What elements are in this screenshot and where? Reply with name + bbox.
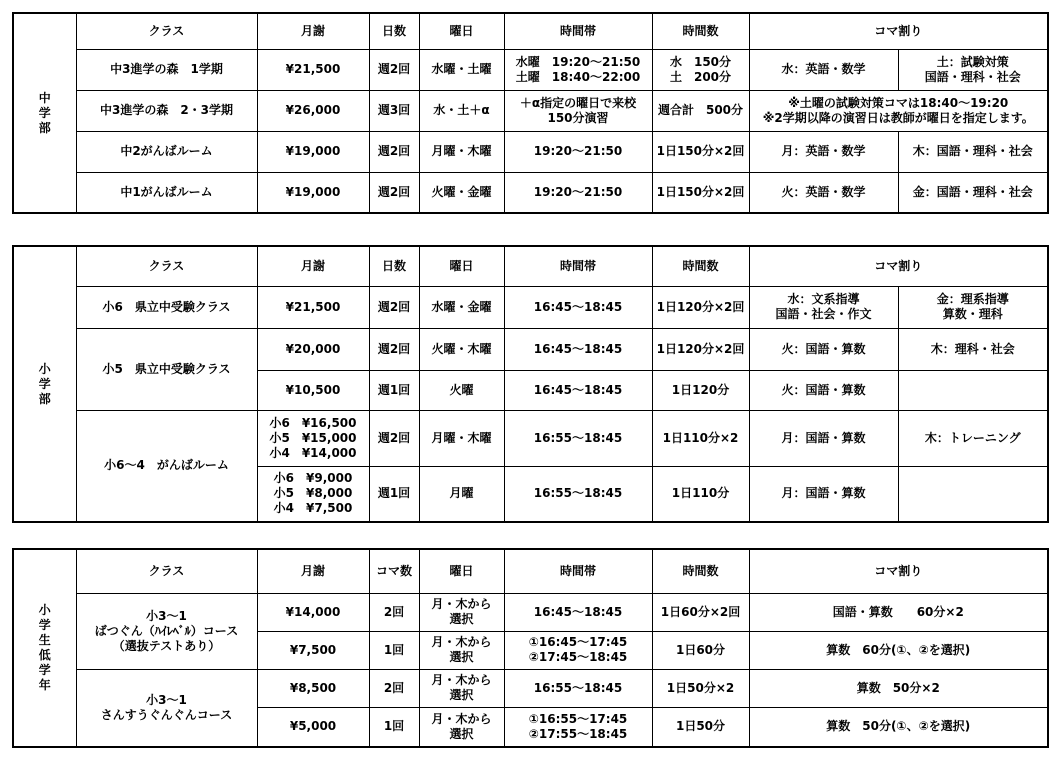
days: 週1回 (369, 370, 419, 410)
header-time: 時間帯 (504, 246, 652, 286)
days: 週2回 (369, 49, 419, 90)
header-class: クラス (76, 549, 257, 593)
time-slot: ①16:45〜17:45 ②17:45〜18:45 (504, 631, 652, 669)
class-name: 中1がんばルーム (76, 172, 257, 213)
weekday: 水・土＋α (419, 90, 504, 131)
fee: ¥19,000 (257, 131, 369, 172)
hours: 1日60分×2回 (652, 593, 749, 631)
class-name: 小6 県立中受験クラス (76, 286, 257, 328)
koma-count: 2回 (369, 669, 419, 707)
header-hours: 時間数 (652, 246, 749, 286)
hours: 1日50分×2 (652, 669, 749, 707)
fee: ¥26,000 (257, 90, 369, 131)
fee: ¥5,000 (257, 707, 369, 747)
koma-2 (898, 466, 1048, 522)
fee: ¥10,500 (257, 370, 369, 410)
elementary-table (12, 245, 1049, 523)
weekday: 月・木から 選択 (419, 631, 504, 669)
koma-2: 金：理系指導 算数・理科 (898, 286, 1048, 328)
table-row (13, 593, 1048, 631)
time-slot: 16:45〜18:45 (504, 286, 652, 328)
koma: 算数 50分×2 (749, 669, 1048, 707)
fee: ¥19,000 (257, 172, 369, 213)
weekday: 月曜・木曜 (419, 131, 504, 172)
time-slot: 16:55〜18:45 (504, 410, 652, 466)
koma-2: 木：国語・理科・社会 (898, 131, 1048, 172)
section-label-elementary: 小 学 部 (13, 246, 76, 522)
koma-2 (898, 370, 1048, 410)
header-hours: 時間数 (652, 549, 749, 593)
time-slot: 16:55〜18:45 (504, 669, 652, 707)
hours: 1日120分×2回 (652, 328, 749, 370)
koma-1: 火：国語・算数 (749, 370, 898, 410)
time-slot: 16:45〜18:45 (504, 370, 652, 410)
header-weekday: 曜日 (419, 549, 504, 593)
note: ※土曜の試験対策コマは18:40〜19:20 ※2学期以降の演習日は教師が曜日を指定します。 (749, 90, 1048, 131)
table-row (13, 669, 1048, 707)
weekday: 月・木から 選択 (419, 593, 504, 631)
days: 週2回 (369, 172, 419, 213)
hours: 1日110分 (652, 466, 749, 522)
koma-1: 火：国語・算数 (749, 328, 898, 370)
hours: 1日60分 (652, 631, 749, 669)
section-label-lower: 小 学 生 低 学 年 (13, 549, 76, 747)
koma: 算数 50分(①、②を選択) (749, 707, 1048, 747)
table-row (13, 410, 1048, 466)
weekday: 水曜・土曜 (419, 49, 504, 90)
table-row (13, 49, 1048, 90)
class-name: 小6〜4 がんばルーム (76, 410, 257, 522)
weekday: 月・木から 選択 (419, 669, 504, 707)
class-name: 小5 県立中受験クラス (76, 328, 257, 410)
koma-1: 水：文系指導 国語・社会・作文 (749, 286, 898, 328)
header-time: 時間帯 (504, 13, 652, 49)
hours: 1日110分×2 (652, 410, 749, 466)
header-koma: コマ割り (749, 246, 1048, 286)
koma-2: 土：試験対策 国語・理科・社会 (898, 49, 1048, 90)
fee: ¥7,500 (257, 631, 369, 669)
class-name: 小3〜1 ばつぐん（ﾊｲﾚﾍﾞﾙ）コース （選抜テストあり） (76, 593, 257, 669)
fee: ¥20,000 (257, 328, 369, 370)
koma: 国語・算数 60分×2 (749, 593, 1048, 631)
table-row (13, 131, 1048, 172)
time-slot: 19:20〜21:50 (504, 172, 652, 213)
weekday: 月曜 (419, 466, 504, 522)
weekday: 火曜・金曜 (419, 172, 504, 213)
header-class: クラス (76, 13, 257, 49)
weekday: 火曜 (419, 370, 504, 410)
koma-2: 金：国語・理科・社会 (898, 172, 1048, 213)
fee: ¥21,500 (257, 286, 369, 328)
koma-1: 火：英語・数学 (749, 172, 898, 213)
time-slot: ①16:55〜17:45 ②17:55〜18:45 (504, 707, 652, 747)
hours: 1日150分×2回 (652, 172, 749, 213)
weekday: 月・木から 選択 (419, 707, 504, 747)
class-name: 小3〜1 さんすうぐんぐんコース (76, 669, 257, 747)
header-fee: 月謝 (257, 13, 369, 49)
table-row (13, 286, 1048, 328)
time-slot: ＋α指定の曜日で来校 150分演習 (504, 90, 652, 131)
header-fee: 月謝 (257, 246, 369, 286)
hours: 1日120分×2回 (652, 286, 749, 328)
weekday: 水曜・金曜 (419, 286, 504, 328)
class-name: 中2がんばルーム (76, 131, 257, 172)
header-weekday: 曜日 (419, 13, 504, 49)
koma-count: 2回 (369, 593, 419, 631)
time-slot: 16:45〜18:45 (504, 328, 652, 370)
section-label-junior: 中 学 部 (13, 13, 76, 213)
time-slot: 19:20〜21:50 (504, 131, 652, 172)
koma: 算数 60分(①、②を選択) (749, 631, 1048, 669)
days: 週1回 (369, 466, 419, 522)
fee: 小6 ¥16,500 小5 ¥15,000 小4 ¥14,000 (257, 410, 369, 466)
header-koma-count: コマ数 (369, 549, 419, 593)
weekday: 月曜・木曜 (419, 410, 504, 466)
koma-1: 水：英語・数学 (749, 49, 898, 90)
header-koma: コマ割り (749, 13, 1048, 49)
days: 週2回 (369, 328, 419, 370)
junior-high-table (12, 12, 1049, 214)
header-weekday: 曜日 (419, 246, 504, 286)
class-name: 中3進学の森 1学期 (76, 49, 257, 90)
lower-grades-table (12, 548, 1049, 748)
hours: 1日120分 (652, 370, 749, 410)
table-row (13, 90, 1048, 131)
fee: ¥14,000 (257, 593, 369, 631)
header-class: クラス (76, 246, 257, 286)
koma-1: 月：国語・算数 (749, 410, 898, 466)
table-row (13, 328, 1048, 370)
header-days: 日数 (369, 13, 419, 49)
fee: ¥8,500 (257, 669, 369, 707)
koma-1: 月：国語・算数 (749, 466, 898, 522)
table-row (13, 172, 1048, 213)
koma-count: 1回 (369, 707, 419, 747)
days: 週2回 (369, 131, 419, 172)
koma-2: 木：トレーニング (898, 410, 1048, 466)
header-time: 時間帯 (504, 549, 652, 593)
time-slot: 16:55〜18:45 (504, 466, 652, 522)
hours: 1日50分 (652, 707, 749, 747)
header-koma: コマ割り (749, 549, 1048, 593)
hours: 1日150分×2回 (652, 131, 749, 172)
koma-count: 1回 (369, 631, 419, 669)
hours: 週合計 500分 (652, 90, 749, 131)
header-hours: 時間数 (652, 13, 749, 49)
koma-1: 月：英語・数学 (749, 131, 898, 172)
hours: 水 150分 土 200分 (652, 49, 749, 90)
days: 週2回 (369, 410, 419, 466)
fee: 小6 ¥9,000 小5 ¥8,000 小4 ¥7,500 (257, 466, 369, 522)
days: 週3回 (369, 90, 419, 131)
days: 週2回 (369, 286, 419, 328)
fee: ¥21,500 (257, 49, 369, 90)
header-fee: 月謝 (257, 549, 369, 593)
time-slot: 水曜 19:20〜21:50 土曜 18:40〜22:00 (504, 49, 652, 90)
class-name: 中3進学の森 2・3学期 (76, 90, 257, 131)
header-days: 日数 (369, 246, 419, 286)
koma-2: 木：理科・社会 (898, 328, 1048, 370)
weekday: 火曜・木曜 (419, 328, 504, 370)
time-slot: 16:45〜18:45 (504, 593, 652, 631)
